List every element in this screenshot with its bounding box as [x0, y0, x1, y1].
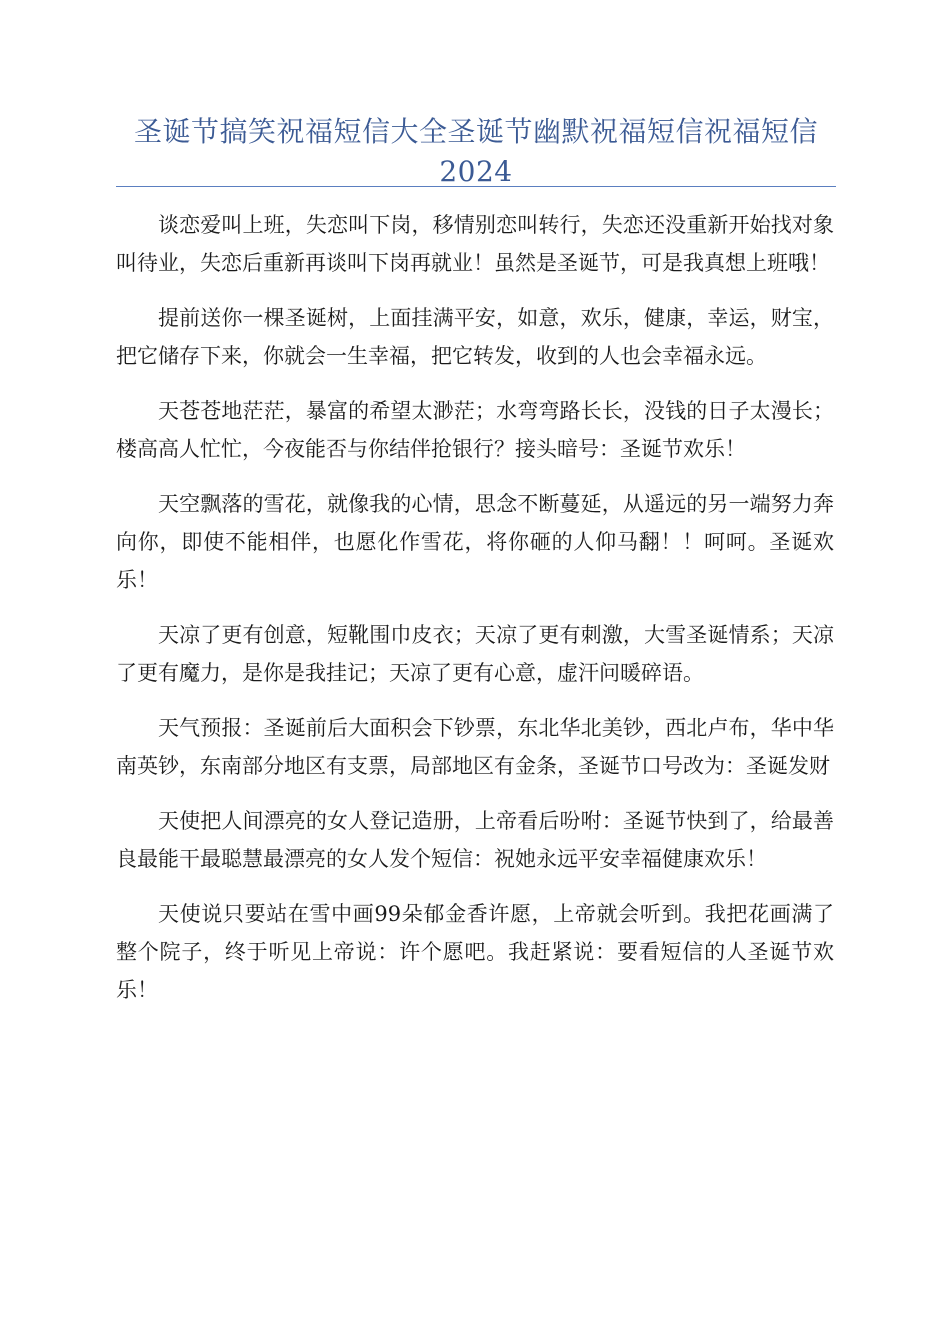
page-title: 圣诞节搞笑祝福短信大全圣诞节幽默祝福短信祝福短信2024 — [133, 115, 818, 188]
paragraph-8: 天使说只要站在雪中画99朵郁金香许愿，上帝就会听到。我把花画满了整个院子，终于听见上帝说：许个愿吧。我赶紧说：要看短信的人圣诞节欢乐！ — [116, 902, 834, 1002]
paragraph-4: 天空飘落的雪花，就像我的心情，思念不断蔓延，从遥远的另一端努力奔向你，即使不能相伴，也愿化作雪花，将你砸的人仰马翻！！呵呵。圣诞欢乐！ — [116, 492, 834, 592]
paragraph-2: 提前送你一棵圣诞树，上面挂满平安，如意，欢乐，健康，幸运，财宝，把它储存下来，你就会一生幸福，把它转发，收到的人也会幸福永远。 — [116, 306, 834, 368]
paragraph-6: 天气预报：圣诞前后大面积会下钞票，东北华北美钞，西北卢布，华中华南英钞，东南部分地区有支票，局部地区有金条，圣诞节口号改为：圣诞发财 — [116, 716, 834, 778]
paragraph-1: 谈恋爱叫上班，失恋叫下岗，移情别恋叫转行，失恋还没重新开始找对象叫待业，失恋后重新再谈叫下岗再就业！虽然是圣诞节，可是我真想上班哦！ — [116, 213, 834, 275]
paragraph-3: 天苍苍地茫茫，暴富的希望太渺茫；水弯弯路长长，没钱的日子太漫长；楼高高人忙忙，今夜能否与你结伴抢银行？接头暗号：圣诞节欢乐！ — [116, 399, 834, 461]
paragraph-5: 天凉了更有创意，短靴围巾皮衣；天凉了更有刺激，大雪圣诞情系；天凉了更有魔力，是你是我挂记；天凉了更有心意，虚汗问暖碎语。 — [116, 623, 834, 685]
title-underline — [116, 186, 836, 187]
article-body — [116, 206, 834, 1026]
paragraph-7: 天使把人间漂亮的女人登记造册，上帝看后吩咐：圣诞节快到了，给最善良最能干最聪慧最漂亮的女人发个短信：祝她永远平安幸福健康欢乐！ — [116, 809, 834, 871]
